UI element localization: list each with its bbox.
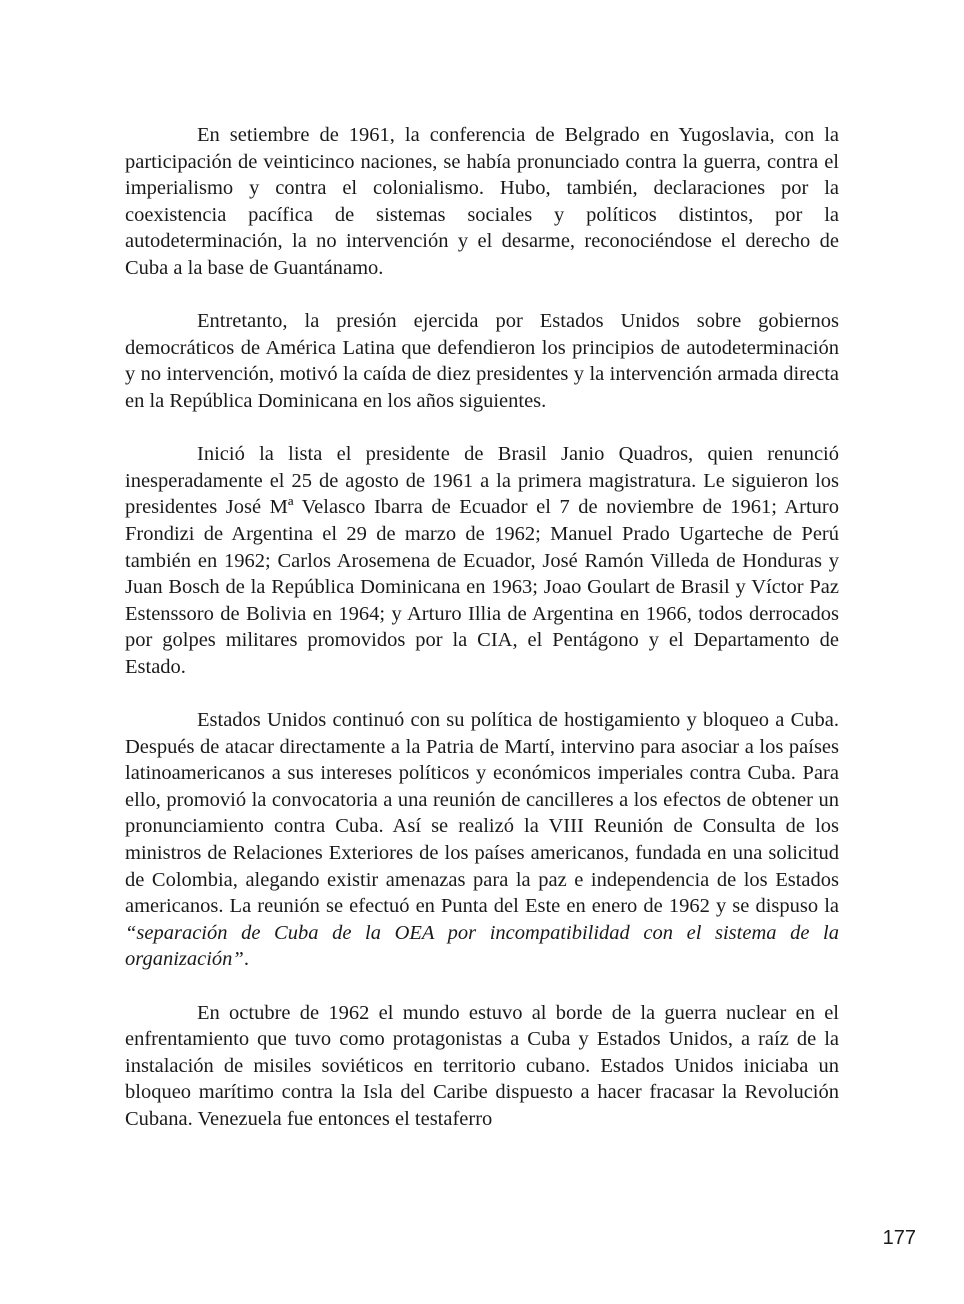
body-text: [125, 122, 839, 1133]
page-number: 177: [882, 1227, 916, 1249]
oea-quote-period: .: [243, 948, 249, 971]
oea-quote: “separación de Cuba de la OEA por incompatibilidad con el sistema de la organización”: [125, 921, 839, 971]
paragraph-oea-separation: [125, 707, 839, 973]
paragraph-us-pressure: Entretanto, la presión ejercida por Estados Unidos sobre gobiernos democráticos de América Latina que defendieron los principios de autodeterminación y no intervención, motivó la caída de diez presidentes y la intervención armada directa en la República Dominicana en los años siguientes.: [125, 310, 839, 412]
paragraph-belgrado-conference: En setiembre de 1961, la conferencia de Belgrado en Yugoslavia, con la participación de veinticinco naciones, se había pronunciado contra la guerra, contra el imperialismo y contra el colonialismo. Hubo, también, declaraciones por la coexistencia pacífica de sistemas sociales y políticos distintos, por la autodeterminación, la no intervención y el desarme, reconociéndose el derecho de Cuba a la base de Guantánamo.: [125, 124, 839, 279]
paragraph-oea-text: Estados Unidos continuó con su política de hostigamiento y bloqueo a Cuba. Después de atacar directamente a la Patria de Martí, intervino para asociar a los países latinoamericanos a sus intereses políticos y económicos imperiales contra Cuba. Para ello, promovió la convocatoria a una reunión de cancilleres a los efectos de obtener un pronunciamiento contra Cuba. Así se realizó la VIII Reunión de Consulta de los ministros de Relaciones Exteriores de los países americanos, fundada en una solicitud de Colombia, alegando existir amenazas para la paz e independencia de los Estados americanos. La reunión se efectuó en Punta del Este en enero de 1962 y se dispuso la: [125, 709, 839, 918]
paragraph-missile-crisis: En octubre de 1962 el mundo estuvo al borde de la guerra nuclear en el enfrentamiento que tuvo como protagonistas a Cuba y Estados Unidos, a raíz de la instalación de misiles soviéticos en territorio cubano. Estados Unidos iniciaba un bloqueo marítimo contra la Isla del Caribe dispuesto a hacer fracasar la Revolución Cubana. Venezuela fue entonces el testaferro: [125, 1001, 839, 1130]
paragraph-overthrown-presidents: Inició la lista el presidente de Brasil Janio Quadros, quien renunció inesperadamente el 25 de agosto de 1961 a la primera magistratura. Le siguieron los presidentes José Mª Velasco Ibarra de Ecuador el 7 de noviembre de 1961; Arturo Frondizi de Argentina el 29 de marzo de 1962; Manuel Prado Ugarteche de Perú también en 1962; Carlos Arosemena de Ecuador, José Ramón Villeda de Honduras y Juan Bosch de la República Dominicana en 1963; Joao Goulart de Brasil y Víctor Paz Estenssoro de Bolivia en 1964; y Arturo Illia de Argentina en 1966, todos derrocados por golpes militares promovidos por la CIA, el Pentágono y el Departamento de Estado.: [125, 443, 839, 678]
